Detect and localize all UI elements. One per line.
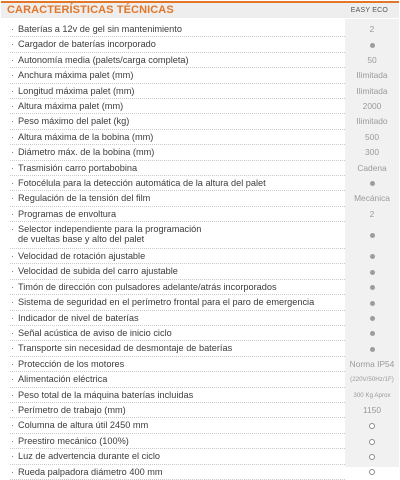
- spec-row: [0, 372, 400, 387]
- model-name: EASY ECO: [350, 7, 388, 14]
- spec-row: [0, 68, 400, 83]
- spec-value: 50: [367, 54, 377, 65]
- row-bullet: ·: [11, 39, 14, 50]
- included-dot-icon: [370, 43, 375, 48]
- spec-value: Cadena: [357, 162, 387, 173]
- row-bullet: ·: [11, 147, 14, 158]
- spec-label: Selector independiente para la programación de vueltas base y alto del palet: [18, 224, 202, 245]
- row-bullet: ·: [11, 266, 14, 277]
- spec-row: [0, 53, 400, 68]
- included-dot-icon: [370, 181, 375, 186]
- spec-label: Indicador de nivel de baterías: [18, 312, 139, 323]
- spec-row: [0, 176, 400, 191]
- spec-value: [345, 434, 399, 449]
- spec-row: [0, 191, 400, 206]
- spec-label: Regulación de la tensión del film: [18, 193, 151, 204]
- included-dot-icon: [370, 270, 375, 275]
- spec-value: [345, 249, 399, 264]
- spec-row: [0, 403, 400, 418]
- spec-row: [0, 22, 400, 37]
- spec-row: [0, 207, 400, 222]
- spec-label: Peso máximo del palet (kg): [18, 116, 130, 127]
- spec-row: [0, 84, 400, 99]
- spec-value: [345, 264, 399, 279]
- spec-value: [345, 295, 399, 310]
- row-bullet: ·: [11, 404, 14, 415]
- spec-value: (220V/50Hz/1F): [350, 376, 394, 384]
- row-bullet: ·: [11, 70, 14, 81]
- included-dot-icon: [370, 285, 375, 290]
- optional-ring-icon: [369, 423, 375, 429]
- spec-value: [345, 222, 399, 249]
- spec-row: [0, 418, 400, 433]
- spec-row: [0, 434, 400, 449]
- spec-label: Baterías a 12v de gel sin mantenimiento: [18, 24, 182, 34]
- included-dot-icon: [370, 254, 375, 259]
- spec-label: Peso total de la máquina baterías incluidas: [18, 389, 194, 400]
- spec-label: Protección de los motores: [18, 358, 125, 369]
- row-bullet: ·: [11, 24, 14, 34]
- spec-label: Anchura máxima palet (mm): [18, 70, 134, 81]
- spec-label: Diámetro máx. de la bobina (mm): [18, 147, 155, 158]
- spec-label: Luz de advertencia durante el ciclo: [18, 451, 160, 462]
- spec-label: Cargador de baterías incorporado: [18, 39, 156, 50]
- spec-row: [0, 161, 400, 176]
- spec-value: [345, 280, 399, 295]
- spec-value: Norma IP54: [349, 358, 395, 369]
- spec-label: Fotocélula para la detección automática de la altura del palet: [18, 177, 266, 188]
- spec-value: [345, 37, 399, 52]
- row-bullet: ·: [11, 100, 14, 111]
- spec-row: [0, 388, 400, 403]
- row-bullet: ·: [11, 466, 14, 477]
- spec-label: Velocidad de subida del carro ajustable: [18, 266, 178, 277]
- row-bullet: ·: [11, 193, 14, 204]
- spec-label: Velocidad de rotación ajustable: [18, 251, 146, 262]
- row-bullet: ·: [11, 281, 14, 292]
- optional-ring-icon: [369, 439, 375, 445]
- row-bullet: ·: [11, 389, 14, 400]
- row-bullet: ·: [11, 312, 14, 323]
- spec-label: Preestiro mecánico (100%): [18, 435, 129, 446]
- row-bullet: ·: [11, 162, 14, 173]
- included-dot-icon: [370, 301, 375, 306]
- header-bar: [1, 1, 399, 18]
- row-bullet: ·: [11, 328, 14, 339]
- spec-row: [0, 449, 400, 464]
- spec-row: [0, 295, 400, 310]
- section-title: CARACTERÍSTICAS TÉCNICAS: [7, 4, 174, 16]
- spec-value: [345, 341, 399, 356]
- spec-row: [0, 37, 400, 52]
- spec-row: [0, 280, 400, 295]
- spec-row: [0, 222, 400, 249]
- row-bullet: ·: [11, 297, 14, 308]
- row-bullet: ·: [11, 451, 14, 462]
- optional-ring-icon: [369, 469, 375, 475]
- spec-value: [345, 311, 399, 326]
- spec-value: [345, 176, 399, 191]
- row-bullet: ·: [11, 208, 14, 219]
- spec-label: Señal acústica de aviso de inicio ciclo: [18, 328, 172, 339]
- included-dot-icon: [370, 347, 375, 352]
- spec-value: 300 Kg Aprox: [353, 391, 391, 399]
- spec-label: Altura máxima palet (mm): [18, 100, 124, 111]
- row-bullet: ·: [11, 374, 14, 385]
- spec-label: Alimentación eléctrica: [18, 374, 108, 385]
- spec-value: Ilimitado: [356, 116, 388, 127]
- included-dot-icon: [370, 331, 375, 336]
- spec-value: [345, 418, 399, 433]
- spec-table: [0, 22, 400, 480]
- spec-label: Timón de dirección con pulsadores adelante/atrás incorporados: [18, 281, 277, 292]
- row-bullet: ·: [11, 435, 14, 446]
- row-bullet: ·: [11, 116, 14, 127]
- spec-row: [0, 249, 400, 264]
- row-bullet: ·: [11, 420, 14, 431]
- row-bullet: ·: [11, 251, 14, 262]
- spec-value: 2000: [362, 100, 382, 111]
- spec-row: [0, 99, 400, 114]
- spec-value: Ilimitada: [356, 70, 388, 81]
- row-bullet: ·: [11, 54, 14, 65]
- spec-label: Longitud máxima palet (mm): [18, 85, 135, 96]
- spec-label: Rueda palpadora diámetro 400 mm: [18, 466, 163, 477]
- spec-value: 2: [369, 208, 375, 219]
- row-bullet: ·: [11, 224, 14, 235]
- spec-value: Ilimitada: [356, 85, 388, 96]
- included-dot-icon: [370, 316, 375, 321]
- spec-row: [0, 264, 400, 279]
- spec-value: 1150: [362, 404, 381, 415]
- optional-ring-icon: [369, 454, 375, 460]
- included-dot-icon: [370, 233, 375, 238]
- spec-label: Sistema de seguridad en el perímetro frontal para el paro de emergencia: [18, 297, 315, 308]
- spec-row: [0, 145, 400, 160]
- spec-label: Autonomía media (palets/carga completa): [18, 54, 189, 65]
- row-bullet: ·: [11, 131, 14, 142]
- row-bullet: ·: [11, 343, 14, 354]
- spec-row: [0, 130, 400, 145]
- spec-label: Programas de envoltura: [18, 208, 117, 219]
- spec-value: 300: [365, 147, 379, 158]
- row-bullet: ·: [11, 85, 14, 96]
- row-bullet: ·: [11, 358, 14, 369]
- spec-value: [345, 449, 399, 464]
- spec-row: [0, 341, 400, 356]
- spec-row: [0, 357, 400, 372]
- spec-value: 500: [365, 131, 379, 142]
- spec-row: [0, 311, 400, 326]
- spec-label: Altura máxima de la bobina (mm): [18, 131, 154, 142]
- spec-label: Trasmisión carro portabobina: [18, 162, 138, 173]
- spec-value: [345, 326, 399, 341]
- spec-label: Perímetro de trabajo (mm): [18, 404, 126, 415]
- spec-value: Mecánica: [354, 193, 390, 204]
- row-bullet: ·: [11, 177, 14, 188]
- spec-label: Columna de altura útil 2450 mm: [18, 420, 149, 431]
- spec-row: [0, 114, 400, 129]
- spec-label: Transporte sin necesidad de desmontaje de baterías: [18, 343, 233, 354]
- spec-row: [0, 326, 400, 341]
- spec-value: 2: [369, 24, 375, 34]
